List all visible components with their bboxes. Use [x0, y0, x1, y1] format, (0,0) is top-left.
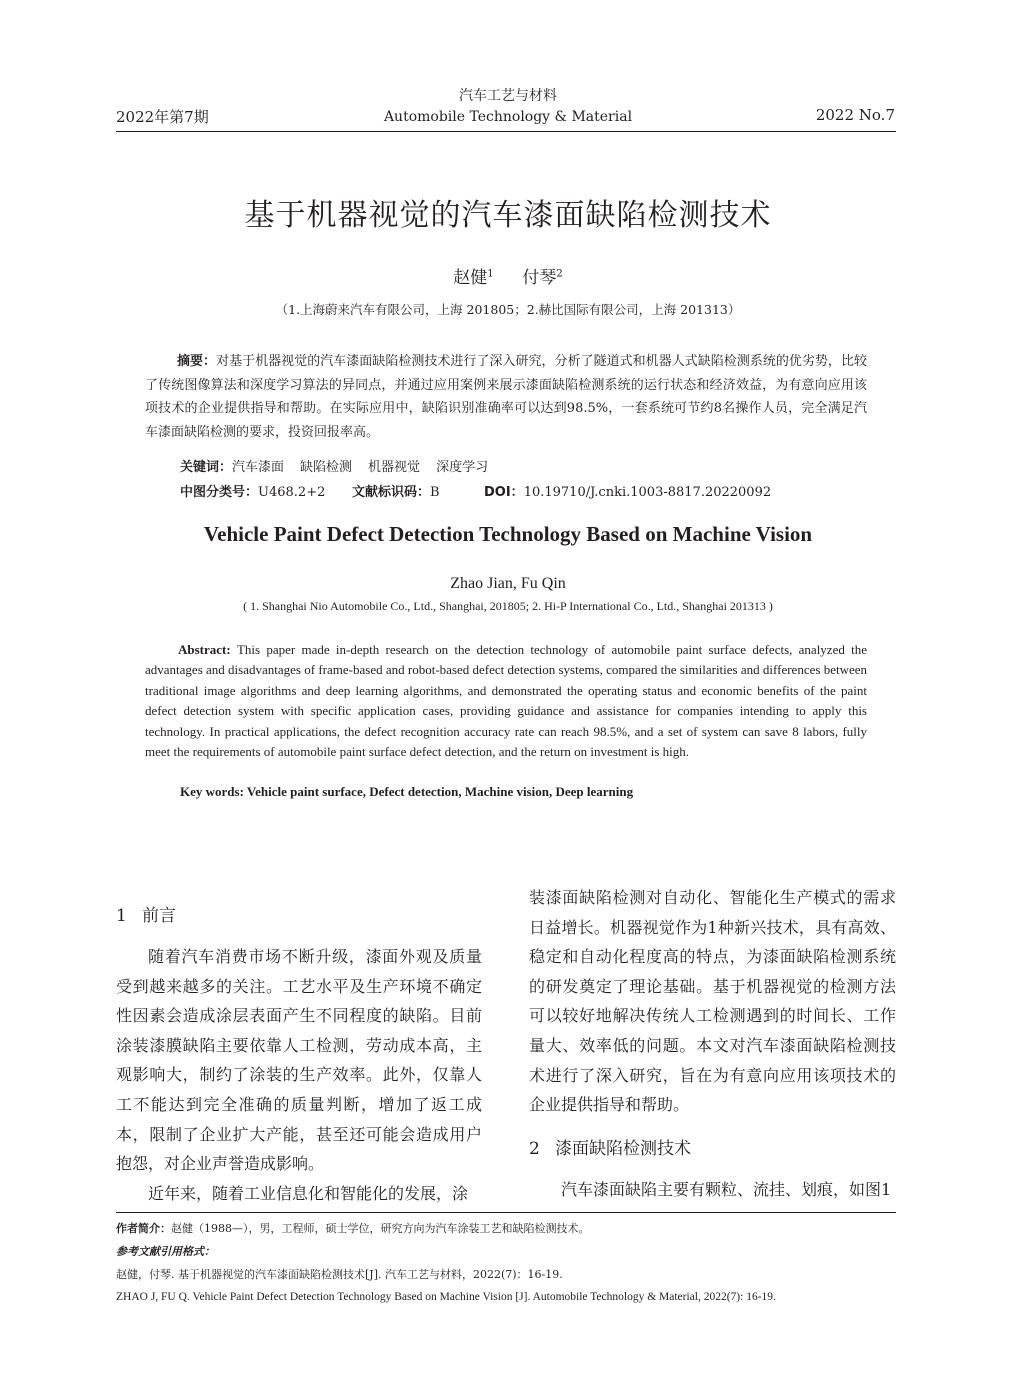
abstract-cn-text: 对基于机器视觉的汽车漆面缺陷检测技术进行了深入研究，分析了隧道式和机器人式缺陷检测系统的优劣势，比较了传统图像算法和深度学习算法的异同点，并通过应用案例来展示漆面缺陷检测系统的运行状态和经济效益，为有意向应用该项技术的企业提供指导和帮助。在实际应用中，缺陷识别准确率可以达到98.5%，一套系统可节约8名操作人员，完全满足汽车漆面缺陷检测的要求，投资回报率高。	[145, 354, 867, 440]
section-title: 漆面缺陷检测技术	[555, 1138, 691, 1159]
author-name: 付琴	[522, 268, 557, 288]
author-bio-label: 作者简介：	[116, 1222, 171, 1235]
keywords-cn-label: 关键词：	[180, 460, 233, 475]
doc-code-value: B	[430, 485, 440, 500]
abstract-cn-label: 摘要：	[177, 354, 217, 369]
author-sup: 2	[556, 268, 563, 280]
issue-en: 2022 No.7	[815, 106, 895, 124]
section-number: 2	[529, 1138, 540, 1159]
body-paragraph: 随着汽车消费市场不断升级，漆面外观及质量受到越来越多的关注。工艺水平及生产环境不确定性因素会造成涂层表面产生不同程度的缺陷。目前涂装漆膜缺陷主要依靠人工检测，劳动成本高，主观影响大，制约了涂装的生产效率。此外，仅靠人工不能达到完全准确的质量判断，增加了返工成本，限制了企业扩大产能，甚至还可能会造成用户抱怨，对企业声誉造成影响。	[116, 947, 482, 1174]
section-1-heading	[116, 902, 176, 932]
footnote-rule	[116, 1212, 896, 1213]
journal-name-en: Automobile Technology & Material	[383, 109, 633, 125]
citation-en: ZHAO J, FU Q. Vehicle Paint Defect Detection Technology Based on Machine Vision [J]. Automobile Technology & Material, 2022(7): 16-19.	[116, 1291, 776, 1303]
affiliation-en: ( 1. Shanghai Nio Automobile Co., Ltd., Shanghai, 201805; 2. Hi-P International Co., Ltd., Shanghai 201313 )	[243, 599, 773, 613]
abstract-en-text: This paper made in-depth research on the detection technology of automobile paint surface defects, analyzed the advantages and disadvantages of frame-based and robot-based defect detection systems, compared the similarities and differences between traditional image algorithms and deep learning algorithms, and demonstrated the operating status and economic benefits of the paint defect detection system with specific application cases, providing guidance and assistance for companies intending to apply this technology. In practical applications, the defect recognition accuracy rate can reach 98.5%, and a set of system can save 8 labors, fully meet the requirements of automobile paint surface defect detection, and the return on investment is high.	[145, 642, 867, 760]
journal-name-cn: 汽车工艺与材料	[459, 88, 557, 104]
keywords-en: Key words: Vehicle paint surface, Defect detection, Machine vision, Deep learning	[180, 784, 634, 799]
paper-title-cn: 基于机器视觉的汽车漆面缺陷检测技术	[244, 198, 772, 233]
author-bio	[116, 1217, 906, 1240]
keyword: 机器视觉	[368, 460, 421, 475]
header-rule	[116, 131, 896, 132]
body-paragraph: 汽车漆面缺陷主要有颗粒、流挂、划痕，如图1	[561, 1179, 892, 1199]
author-bio-text: 赵健（1988—），男，工程师，硕士学位，研究方向为汽车涂装工艺和缺陷检测技术。	[171, 1222, 590, 1235]
keyword: 汽车漆面	[232, 460, 285, 475]
body-paragraph: 近年来，随着工业信息化和智能化的发展，涂	[148, 1183, 469, 1203]
doi-label: DOI：	[484, 485, 524, 500]
body-left-column	[116, 906, 482, 1208]
author-name: 赵健	[453, 268, 488, 288]
section-number: 1	[116, 906, 127, 926]
authors-en: Zhao Jian, Fu Qin	[450, 575, 566, 592]
section-2-heading	[529, 1137, 896, 1161]
body-right-column	[529, 883, 896, 1204]
author-sup: 1	[487, 268, 494, 280]
affiliation-cn: （1.上海蔚来汽车有限公司，上海 201805；2.赫比国际有限公司，上海 201313）	[275, 302, 741, 317]
keyword: 深度学习	[436, 460, 489, 475]
clc-label: 中图分类号：	[180, 485, 259, 500]
abstract-cn	[145, 350, 867, 444]
citation-label: 参考文献引用格式：	[116, 1245, 215, 1258]
abstract-en	[145, 640, 867, 762]
keyword: 缺陷检测	[300, 460, 353, 475]
abstract-en-label: Abstract:	[178, 642, 237, 657]
issue-cn: 2022年第7期	[116, 108, 209, 126]
doi-value: 10.19710/J.cnki.1003-8817.20220092	[523, 485, 772, 500]
clc-value: U468.2+2	[258, 485, 326, 500]
authors-cn	[0, 263, 1016, 288]
citation-cn: 赵健，付琴. 基于机器视觉的汽车漆面缺陷检测技术[J]. 汽车工艺与材料，2022(7)：16-19.	[116, 1268, 563, 1281]
footnotes	[116, 1217, 906, 1309]
doc-code-label: 文献标识码：	[352, 485, 431, 500]
section-title: 前言	[142, 906, 176, 926]
body-paragraph: 装漆面缺陷检测对自动化、智能化生产模式的需求日益增长。机器视觉作为1种新兴技术，具有高效、稳定和自动化程度高的特点，为漆面缺陷检测系统的研发奠定了理论基础。基于机器视觉的检测方法可以较好地解决传统人工检测遇到的时间长、工作量大、效率低的问题。本文对汽车漆面缺陷检测技术进行了深入研究，旨在为有意向应用该项技术的企业提供指导和帮助。	[529, 888, 896, 1115]
keywords-cn	[180, 456, 488, 475]
paper-title-en: Vehicle Paint Defect Detection Technology Based on Machine Vision	[203, 522, 813, 546]
